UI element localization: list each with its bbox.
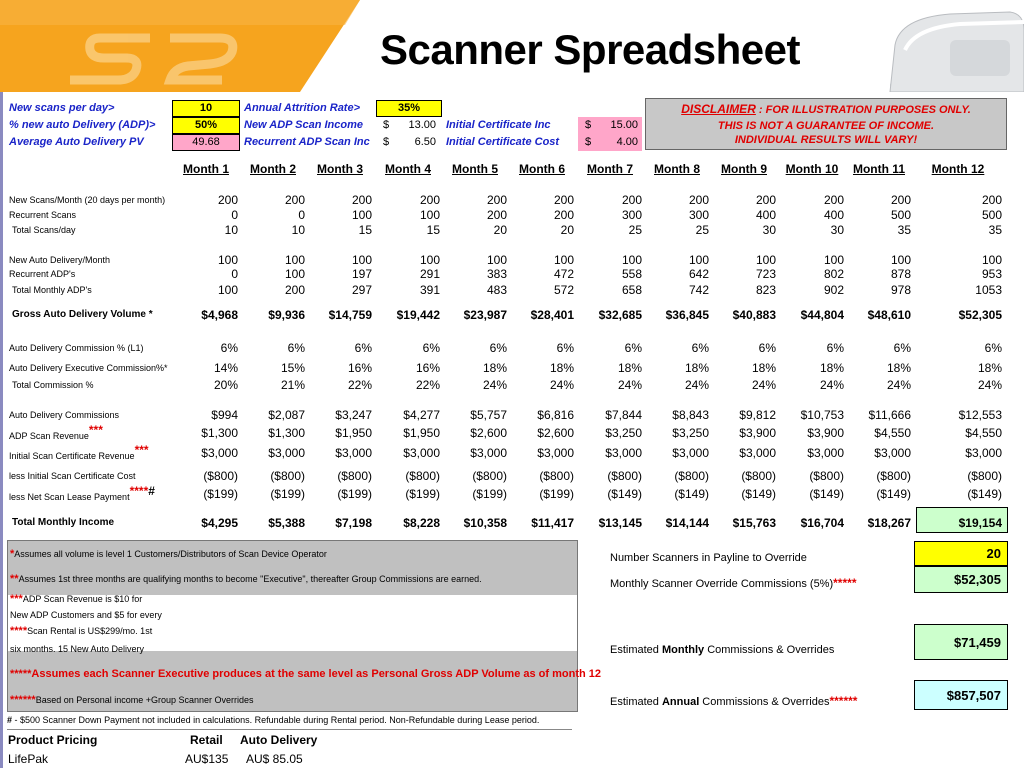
table-cell: 6% — [826, 341, 844, 355]
table-cell: $1,950 — [335, 426, 372, 440]
table-cell: ($800) — [876, 469, 911, 483]
recurrent-adp-scan-inc-currency: $ — [383, 136, 390, 148]
table-cell: ($149) — [876, 487, 911, 501]
table-cell: 100 — [351, 208, 372, 222]
table-cell: $3,000 — [268, 446, 305, 460]
footnote-stars: **** — [129, 484, 149, 498]
table-cell: 200 — [890, 193, 911, 207]
table-cell: ($199) — [405, 487, 440, 501]
new-adp-scan-income-currency: $ — [383, 119, 390, 131]
row-label: New Auto Delivery/Month — [9, 255, 111, 265]
monthly-override-value: $52,305 — [914, 566, 1008, 593]
initial-certificate-cost-label: Initial Certificate Cost — [446, 136, 560, 148]
row-label: ADP Scan Revenue*** — [9, 423, 103, 441]
table-cell: 100 — [217, 253, 238, 267]
table-cell: ($800) — [472, 469, 507, 483]
table-cell: 18% — [549, 361, 574, 375]
table-cell: 100 — [755, 253, 776, 267]
recurrent-adp-scan-inc-value: 6.50 — [414, 136, 436, 148]
table-cell: $3,000 — [335, 446, 372, 460]
table-cell: 6% — [422, 341, 440, 355]
table-cell: $4,277 — [403, 408, 440, 422]
page-title: Scanner Spreadsheet — [379, 26, 800, 73]
table-cell: 100 — [981, 253, 1002, 267]
est-annual-value: $857,507 — [914, 680, 1008, 710]
table-cell: 200 — [284, 283, 305, 297]
table-cell: 100 — [419, 208, 440, 222]
table-cell: 24% — [751, 378, 776, 392]
table-cell: $19,154 — [958, 516, 1002, 530]
table-cell: ($199) — [203, 487, 238, 501]
note-4b: six months. 15 New Auto Delivery — [10, 644, 145, 654]
table-cell: $10,358 — [463, 516, 507, 530]
table-cell: 100 — [553, 253, 574, 267]
est-annual-label: Estimated Annual Commissions & Overrides****** — [610, 694, 858, 708]
table-cell: 14% — [213, 361, 238, 375]
table-cell: 953 — [981, 267, 1002, 281]
table-cell: 200 — [217, 193, 238, 207]
table-cell: 200 — [419, 193, 440, 207]
table-cell: 35 — [988, 223, 1002, 237]
row-label: Total Commission % — [12, 380, 94, 390]
table-cell: ($199) — [337, 487, 372, 501]
table-cell: 200 — [486, 193, 507, 207]
table-cell: 25 — [628, 223, 642, 237]
month-header: Month 9 — [721, 162, 767, 176]
table-cell: 100 — [486, 253, 507, 267]
note-3b: New ADP Customers and $5 for every — [10, 610, 162, 620]
table-cell: 878 — [890, 267, 911, 281]
avg-auto-delivery-pv-value: 49.68 — [172, 134, 240, 151]
table-cell: 742 — [688, 283, 709, 297]
table-cell: 572 — [553, 283, 574, 297]
row-label: Initial Scan Certificate Revenue*** — [9, 443, 149, 461]
table-cell: 24% — [617, 378, 642, 392]
table-cell: 18% — [482, 361, 507, 375]
table-cell: $4,550 — [965, 426, 1002, 440]
table-cell: $2,600 — [537, 426, 574, 440]
table-cell: $4,550 — [874, 426, 911, 440]
table-cell: 802 — [823, 267, 844, 281]
row-label: less Initial Scan Certificate Cost — [9, 471, 136, 481]
table-cell: $6,816 — [537, 408, 574, 422]
table-cell: 6% — [220, 341, 238, 355]
table-cell: $8,228 — [403, 516, 440, 530]
month-header: Month 3 — [317, 162, 363, 176]
initial-certificate-inc-value: 15.00 — [610, 119, 638, 131]
row-label: Auto Delivery Commission % (L1) — [9, 343, 144, 353]
table-cell: $994 — [211, 408, 238, 422]
table-cell: 200 — [553, 193, 574, 207]
table-cell: 100 — [419, 253, 440, 267]
row-label: New Scans/Month (20 days per month) — [9, 195, 166, 205]
table-cell: 100 — [217, 283, 238, 297]
table-cell: 6% — [489, 341, 507, 355]
table-cell: $3,000 — [739, 446, 776, 460]
pct-new-auto-delivery-label: % new auto Delivery (ADP)> — [9, 119, 156, 131]
month-header: Month 1 — [183, 162, 229, 176]
table-cell: ($800) — [405, 469, 440, 483]
table-cell: $3,250 — [605, 426, 642, 440]
left-border — [0, 92, 3, 768]
product-name: LifePak — [8, 752, 49, 766]
table-cell: 6% — [624, 341, 642, 355]
row-label: Total Monthly ADP's — [12, 285, 92, 295]
table-cell: $5,388 — [268, 516, 305, 530]
table-cell: 100 — [890, 253, 911, 267]
product-retail-price: AU$135 — [185, 752, 229, 766]
table-cell: $14,759 — [328, 308, 372, 322]
product-auto-delivery-price: AU$ 85.05 — [246, 752, 303, 766]
table-cell: 100 — [284, 253, 305, 267]
table-cell: $3,000 — [470, 446, 507, 460]
table-cell: 200 — [351, 193, 372, 207]
table-cell: $12,553 — [958, 408, 1002, 422]
retail-header: Retail — [190, 733, 223, 747]
table-cell: 902 — [823, 283, 844, 297]
notes-panel — [7, 540, 601, 712]
table-cell: 472 — [553, 267, 574, 281]
row-label: Total Scans/day — [12, 225, 76, 235]
table-cell: 100 — [621, 253, 642, 267]
table-cell: $11,417 — [531, 516, 574, 530]
new-scans-per-day-label: New scans per day> — [9, 102, 115, 114]
disclaimer-label: DISCLAIMER — [681, 102, 756, 116]
table-cell: ($149) — [741, 487, 776, 501]
row-label: Auto Delivery Commissions — [9, 410, 120, 420]
disclaimer-line3: INDIVIDUAL RESULTS WILL VARY! — [734, 134, 918, 146]
table-cell: ($800) — [337, 469, 372, 483]
product-pricing-header: Product Pricing — [8, 733, 98, 747]
row-label: Gross Auto Delivery Volume * — [12, 309, 153, 320]
table-cell: $16,704 — [800, 516, 844, 530]
table-cell: 18% — [617, 361, 642, 375]
table-cell: $3,000 — [672, 446, 709, 460]
table-cell: $8,843 — [672, 408, 709, 422]
auto-delivery-header: Auto Delivery — [240, 733, 318, 747]
table-cell: $1,300 — [201, 426, 238, 440]
table-cell: 558 — [621, 267, 642, 281]
footnote-hash: # — [148, 484, 155, 498]
new-adp-scan-income-label: New ADP Scan Income — [244, 119, 363, 131]
table-cell: ($800) — [203, 469, 238, 483]
table-cell: 400 — [755, 208, 776, 222]
est-monthly-value: $71,459 — [914, 624, 1008, 660]
table-cell: 18% — [886, 361, 911, 375]
table-cell: ($199) — [539, 487, 574, 501]
month-header: Month 8 — [654, 162, 700, 176]
table-cell: 823 — [755, 283, 776, 297]
table-cell: 723 — [755, 267, 776, 281]
table-cell: 300 — [688, 208, 709, 222]
table-cell: 383 — [486, 267, 507, 281]
table-cell: $15,763 — [732, 516, 776, 530]
table-cell: 658 — [621, 283, 642, 297]
table-cell: 200 — [981, 193, 1002, 207]
disclaimer-line1: : FOR ILLUSTRATION PURPOSES ONLY. — [758, 104, 971, 116]
table-cell: $40,883 — [732, 308, 776, 322]
table-cell: $28,401 — [530, 308, 574, 322]
table-cell: 30 — [762, 223, 776, 237]
table-cell: $2,600 — [470, 426, 507, 440]
note-5: *****Assumes each Scanner Executive produces at the same level as Personal Gross ADP Volume as of month 12 — [10, 668, 601, 680]
table-cell: $9,812 — [739, 408, 776, 422]
table-cell: $7,844 — [605, 408, 642, 422]
table-cell: $3,000 — [605, 446, 642, 460]
initial-certificate-inc-label: Initial Certificate Inc — [446, 119, 551, 131]
table-cell: 16% — [347, 361, 372, 375]
table-cell: 6% — [758, 341, 776, 355]
override-count-label: Number Scanners in Payline to Override — [610, 552, 807, 564]
table-cell: $1,950 — [403, 426, 440, 440]
table-cell: 24% — [482, 378, 507, 392]
table-cell: 22% — [415, 378, 440, 392]
disclaimer-box — [645, 98, 1007, 150]
table-cell: 100 — [688, 253, 709, 267]
month-header: Month 12 — [931, 162, 985, 176]
table-cell: 500 — [981, 208, 1002, 222]
table-cell: ($199) — [472, 487, 507, 501]
table-cell: 20% — [213, 378, 238, 392]
table-cell: 6% — [984, 341, 1002, 355]
new-adp-scan-income-value: 13.00 — [408, 119, 436, 131]
table-cell: 100 — [351, 253, 372, 267]
table-cell: 6% — [556, 341, 574, 355]
table-cell: $19,442 — [396, 308, 440, 322]
table-cell: 24% — [819, 378, 844, 392]
override-count-input[interactable]: 20 — [914, 541, 1008, 566]
table-cell: $3,250 — [672, 426, 709, 440]
initial-certificate-inc-currency: $ — [585, 119, 592, 131]
table-cell: $3,000 — [537, 446, 574, 460]
annual-attrition-rate-label: Annual Attrition Rate> — [244, 102, 361, 114]
table-cell: $10,753 — [800, 408, 844, 422]
table-cell: $48,610 — [867, 308, 911, 322]
table-cell: 30 — [830, 223, 844, 237]
table-cell: 18% — [684, 361, 709, 375]
table-cell: ($199) — [270, 487, 305, 501]
table-cell: 1053 — [975, 283, 1002, 297]
table-cell: 200 — [553, 208, 574, 222]
table-cell: 200 — [486, 208, 507, 222]
table-cell: 200 — [284, 193, 305, 207]
recurrent-adp-scan-inc-label: Recurrent ADP Scan Inc — [244, 136, 370, 148]
table-cell: $3,000 — [874, 446, 911, 460]
table-cell: 25 — [695, 223, 709, 237]
annual-attrition-rate-input[interactable]: 35% — [376, 100, 442, 117]
table-cell: ($800) — [607, 469, 642, 483]
month-header: Month 7 — [587, 162, 633, 176]
table-cell: 642 — [688, 267, 709, 281]
table-cell: $3,000 — [201, 446, 238, 460]
table-cell: 978 — [890, 283, 911, 297]
note-2: **Assumes 1st three months are qualifying months to become "Executive", thereafter Group Commissions are earned. — [10, 573, 482, 585]
table-cell: ($800) — [741, 469, 776, 483]
divider — [7, 729, 572, 730]
table-cell: 16% — [415, 361, 440, 375]
table-cell: 15% — [280, 361, 305, 375]
row-label: Recurrent ADP's — [9, 269, 76, 279]
table-cell: $32,685 — [598, 308, 642, 322]
month-header: Month 4 — [385, 162, 431, 176]
table-cell: $3,000 — [403, 446, 440, 460]
month-header: Month 2 — [250, 162, 296, 176]
table-cell: $4,295 — [201, 516, 238, 530]
table-cell: 200 — [823, 193, 844, 207]
table-cell: 15 — [426, 223, 440, 237]
table-cell: 100 — [823, 253, 844, 267]
table-cell: 6% — [287, 341, 305, 355]
table-cell: 0 — [298, 208, 305, 222]
footnote: # - $500 Scanner Down Payment not included in calculations. Refundable during Rental period. Non-Refundable during Lease period. — [7, 715, 540, 725]
table-cell: 400 — [823, 208, 844, 222]
table-cell: 483 — [486, 283, 507, 297]
table-cell: $3,247 — [335, 408, 372, 422]
table-cell: $23,987 — [463, 308, 507, 322]
table-cell: $52,305 — [958, 308, 1002, 322]
table-cell: 200 — [688, 193, 709, 207]
table-cell: 24% — [977, 378, 1002, 392]
table-cell: ($149) — [809, 487, 844, 501]
row-label: Auto Delivery Executive Commission%* — [9, 363, 168, 373]
footnote-stars: *** — [134, 443, 149, 457]
table-cell: ($149) — [967, 487, 1002, 501]
note-1: *Assumes all volume is level 1 Customers/Distributors of Scan Device Operator — [10, 548, 327, 560]
table-cell: 20 — [493, 223, 507, 237]
table-cell: $5,757 — [470, 408, 507, 422]
table-cell: $4,968 — [201, 308, 238, 322]
monthly-override-label: Monthly Scanner Override Commissions (5%)***** — [610, 576, 857, 590]
row-label: less Net Scan Lease Payment****# — [9, 484, 155, 502]
month-header: Month 11 — [852, 162, 905, 176]
month-header: Month 5 — [452, 162, 498, 176]
month-header: Month 10 — [785, 162, 839, 176]
table-cell: $3,900 — [807, 426, 844, 440]
initial-certificate-cost-currency: $ — [585, 136, 592, 148]
table-cell: 0 — [231, 267, 238, 281]
table-cell: 35 — [897, 223, 911, 237]
scanner-device-image — [890, 12, 1024, 92]
note-6: ******Based on Personal income +Group Scanner Overrides — [10, 694, 254, 706]
table-cell: ($800) — [674, 469, 709, 483]
table-cell: $13,145 — [598, 516, 642, 530]
table-cell: 500 — [890, 208, 911, 222]
table-cell: 391 — [419, 283, 440, 297]
month-header: Month 6 — [519, 162, 565, 176]
table-cell: $1,300 — [268, 426, 305, 440]
disclaimer-line2: THIS IS NOT A GUARANTEE OF INCOME. — [717, 120, 935, 132]
table-cell: 24% — [886, 378, 911, 392]
table-cell: $36,845 — [665, 308, 709, 322]
table-cell: $3,900 — [739, 426, 776, 440]
table-cell: $2,087 — [268, 408, 305, 422]
table-cell: $3,000 — [807, 446, 844, 460]
new-scans-per-day-input[interactable]: 10 — [172, 100, 240, 117]
table-cell: ($800) — [270, 469, 305, 483]
pct-new-auto-delivery-input[interactable]: 50% — [172, 117, 240, 134]
footnote-stars: *** — [88, 423, 103, 437]
table-cell: 100 — [284, 267, 305, 281]
table-cell: ($800) — [809, 469, 844, 483]
row-label: Recurrent Scans — [9, 210, 77, 220]
table-cell: 197 — [351, 267, 372, 281]
table-cell: 6% — [691, 341, 709, 355]
table-cell: 291 — [419, 267, 440, 281]
avg-auto-delivery-pv-label: Average Auto Delivery PV — [9, 136, 144, 148]
table-cell: ($800) — [539, 469, 574, 483]
table-cell: 300 — [621, 208, 642, 222]
table-cell: 18% — [977, 361, 1002, 375]
table-cell: 24% — [549, 378, 574, 392]
table-cell: $44,804 — [800, 308, 844, 322]
row-label: Total Monthly Income — [12, 517, 115, 528]
table-cell: 24% — [684, 378, 709, 392]
initial-certificate-cost-value: 4.00 — [616, 136, 638, 148]
table-cell: 21% — [280, 378, 305, 392]
table-cell: ($149) — [674, 487, 709, 501]
note-4: ****Scan Rental is US$299/mo. 1st — [10, 625, 153, 637]
table-cell: 10 — [291, 223, 305, 237]
table-cell: 200 — [755, 193, 776, 207]
table-cell: ($149) — [607, 487, 642, 501]
table-cell: 15 — [358, 223, 372, 237]
table-cell: ($800) — [967, 469, 1002, 483]
est-monthly-label: Estimated Monthly Commissions & Overrides — [610, 644, 835, 656]
table-cell: $9,936 — [268, 308, 305, 322]
table-cell: 18% — [819, 361, 844, 375]
table-cell: 6% — [893, 341, 911, 355]
table-cell: 200 — [621, 193, 642, 207]
table-cell: $11,666 — [868, 408, 911, 422]
table-cell: 297 — [351, 283, 372, 297]
table-cell: 10 — [224, 223, 238, 237]
table-cell: $18,267 — [867, 516, 911, 530]
table-cell: 0 — [231, 208, 238, 222]
table-cell: $14,144 — [665, 516, 709, 530]
table-cell: 22% — [347, 378, 372, 392]
table-cell: 18% — [751, 361, 776, 375]
table-cell: $7,198 — [335, 516, 372, 530]
table-cell: $3,000 — [965, 446, 1002, 460]
note-3: ***ADP Scan Revenue is $10 for — [10, 593, 143, 605]
table-cell: 20 — [560, 223, 574, 237]
table-cell: 6% — [354, 341, 372, 355]
